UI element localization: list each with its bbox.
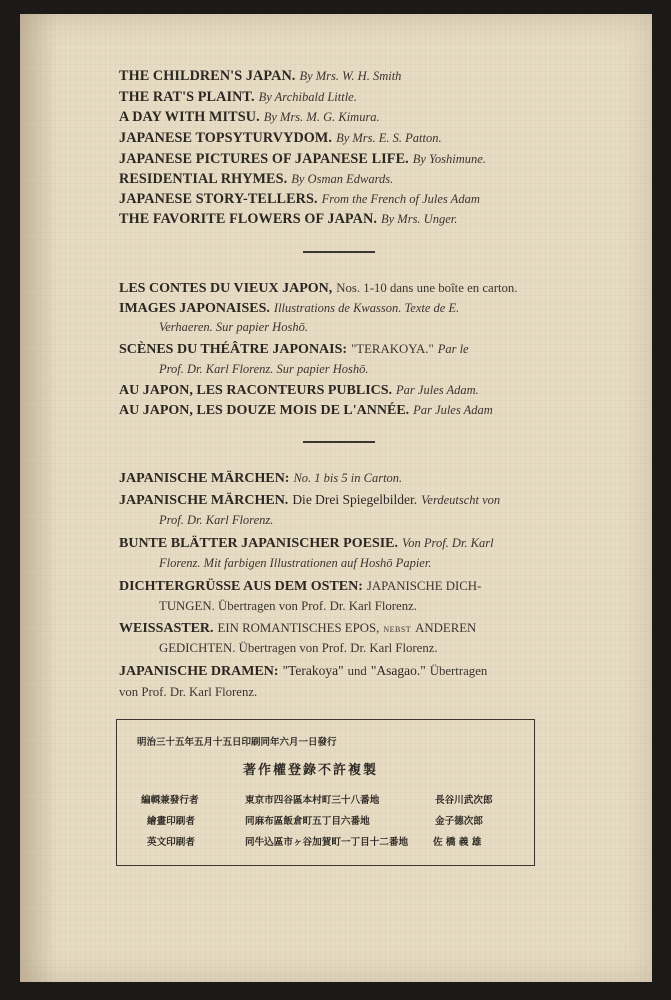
colophon-name: 金子德次郎 — [435, 816, 483, 827]
french-entry-continuation: Prof. Dr. Karl Florenz. Sur papier Hoshō. — [159, 362, 369, 376]
section-divider — [303, 251, 375, 253]
french-entry: SCÈNES DU THÉÂTRE JAPONAIS: "TERAKOYA." Par le — [119, 342, 469, 357]
book-page — [20, 14, 652, 982]
colophon-name: 長谷川武次郎 — [435, 795, 493, 806]
english-entry: THE FAVORITE FLOWERS OF JAPAN. By Mrs. Unger. — [119, 211, 458, 227]
german-entry-continuation: TUNGEN. Übertragen von Prof. Dr. Karl Florenz. — [159, 599, 418, 613]
colophon-box — [116, 719, 535, 866]
german-entry: WEISSASTER. EIN ROMANTISCHES EPOS, NEBST ANDEREN — [119, 621, 477, 636]
french-entry-continuation: Verhaeren. Sur papier Hoshō. — [159, 320, 308, 334]
english-entry: A DAY WITH MITSU. By Mrs. M. G. Kimura. — [119, 109, 380, 125]
colophon-date-line: 明治三十五年五月十五日印刷同年六月一日發行 — [137, 737, 337, 748]
french-entry: IMAGES JAPONAISES. Illustrations de Kwasson. Texte de E. — [119, 301, 460, 316]
german-entry: JAPANISCHE MÄRCHEN: No. 1 bis 5 in Carton. — [119, 471, 403, 486]
colophon-address: 東京市四谷區本村町三十八番地 — [245, 795, 380, 806]
english-entry: JAPANESE TOPSYTURVYDOM. By Mrs. E. S. Patton. — [119, 130, 442, 146]
german-entry: JAPANISCHE DRAMEN: "Terakoya" und "Asagao." Übertragen — [119, 663, 488, 679]
french-entry: LES CONTES DU VIEUX JAPON, Nos. 1-10 dans une boîte en carton. — [119, 281, 518, 296]
colophon-role: 編輯兼發行者 — [141, 795, 199, 806]
page-gutter — [20, 14, 58, 982]
german-entry-continuation: Florenz. Mit farbigen Illustrationen auf Hoshō Papier. — [159, 556, 432, 570]
french-entry: AU JAPON, LES RACONTEURS PUBLICS. Par Jules Adam. — [119, 383, 479, 398]
english-entry: JAPANESE PICTURES OF JAPANESE LIFE. By Yoshimune. — [119, 151, 486, 167]
colophon-address: 同牛込區市ヶ谷加賀町一丁目十二番地 — [245, 837, 409, 848]
german-entry-continuation: Prof. Dr. Karl Florenz. — [159, 513, 274, 527]
section-divider — [303, 441, 375, 443]
colophon-rights-notice: 著作權登錄不許複製 — [243, 763, 379, 778]
english-entry: THE CHILDREN'S JAPAN. By Mrs. W. H. Smith — [119, 68, 402, 84]
german-entry: JAPANISCHE MÄRCHEN. Die Drei Spiegelbilder. Verdeutscht von — [119, 492, 501, 508]
english-entry: RESIDENTIAL RHYMES. By Osman Edwards. — [119, 171, 394, 187]
german-entry-continuation: von Prof. Dr. Karl Florenz. — [119, 685, 258, 699]
german-entry-continuation: GEDICHTEN. Übertragen von Prof. Dr. Karl Florenz. — [159, 641, 438, 655]
french-entry: AU JAPON, LES DOUZE MOIS DE L'ANNÉE. Par Jules Adam — [119, 403, 493, 418]
colophon-role: 繪畫印刷者 — [147, 816, 195, 827]
german-entry: DICHTERGRÜSSE AUS DEM OSTEN: JAPANISCHE DICH- — [119, 579, 482, 594]
colophon-name: 佐 橋 義 雄 — [433, 837, 482, 848]
colophon-role: 英文印刷者 — [147, 837, 195, 848]
german-entry: BUNTE BLÄTTER JAPANISCHER POESIE. Von Prof. Dr. Karl — [119, 536, 494, 551]
english-entry: THE RAT'S PLAINT. By Archibald Little. — [119, 89, 357, 105]
colophon-address: 同麻布區飯倉町五丁目六番地 — [245, 816, 370, 827]
english-entry: JAPANESE STORY-TELLERS. From the French of Jules Adam — [119, 191, 480, 207]
